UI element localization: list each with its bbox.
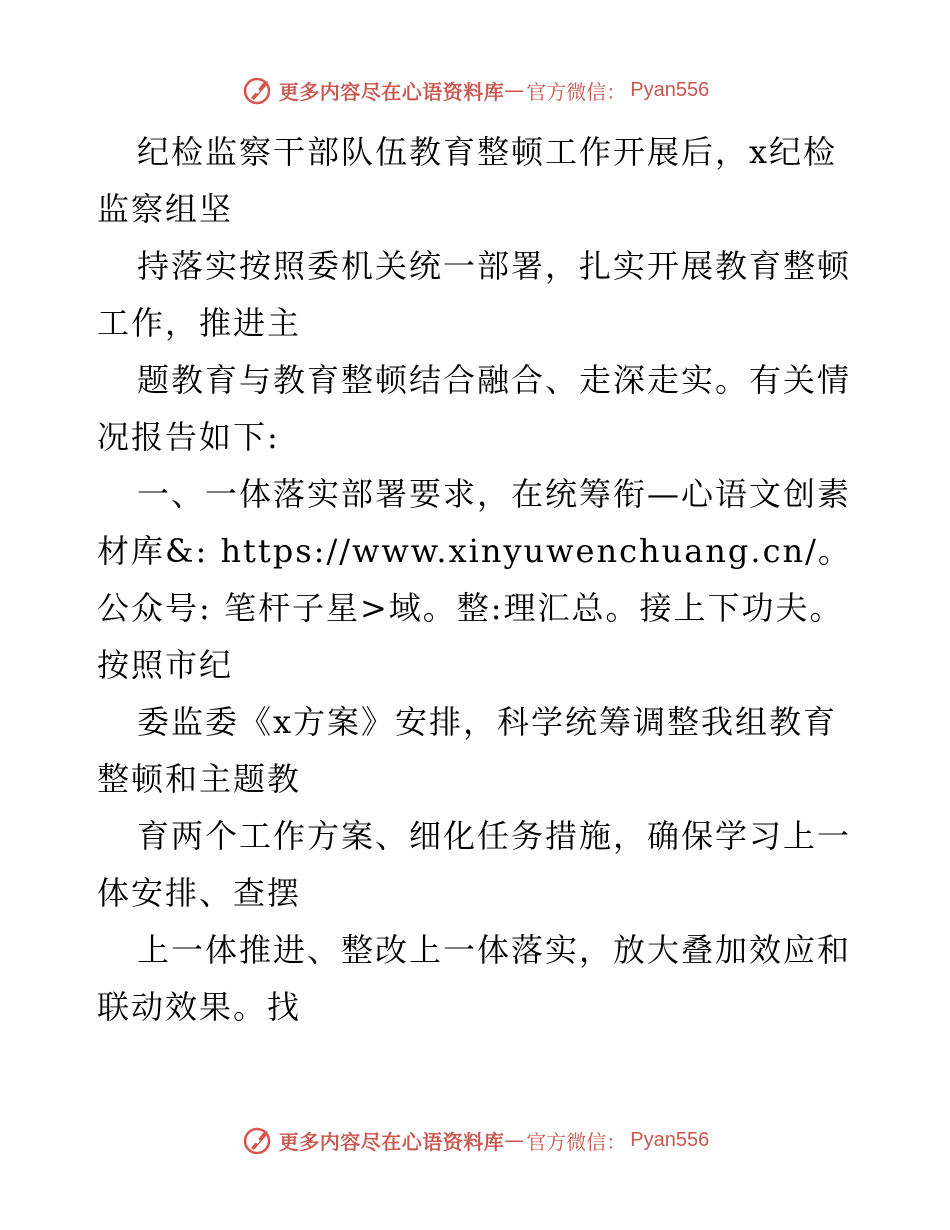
banner-wechat-label: 官方微信： [526,1129,627,1154]
banner-wechat-id: Pyan556 [630,1128,710,1151]
paragraph-6: 育两个工作方案、细化任务措施，确保学习上一体安排、查摆 [97,817,852,912]
banner-separator: — [504,1128,525,1152]
paragraph-7: 上一体推进、整改上一体落实，放大叠加效应和联动效果。找 [97,931,852,1026]
pen-nib-logo-icon [241,73,275,107]
banner-wechat-id: Pyan556 [630,78,710,101]
footer-banner [0,1120,950,1160]
banner-brand-text: 更多内容尽在心语资料库 [278,1129,505,1154]
pen-nib-logo-icon [241,1123,275,1157]
paragraph-4: 一、一体落实部署要求，在统筹衔—心语文创素材库&: https://www.xinyuwenchuang.cn/。公众号: 笔杆子星>域。整:理汇总。接上下功夫。按照市纪 [97,475,852,684]
paragraph-3: 题教育与教育整顿结合融合、走深走实。有关情况报告如下: [97,361,852,456]
banner-brand-text: 更多内容尽在心语资料库 [278,79,505,104]
banner-wechat-label: 官方微信： [526,79,627,104]
banner-separator: — [504,78,525,102]
paragraph-5: 委监委《x方案》安排，科学统筹调整我组教育整顿和主题教 [97,703,838,798]
document-body [97,124,857,1036]
header-banner [0,70,950,110]
paragraph-2: 持落实按照委机关统一部署，扎实开展教育整顿工作，推进主 [97,247,852,342]
paragraph-1: 纪检监察干部队伍教育整顿工作开展后，x纪检监察组坚 [97,133,838,228]
